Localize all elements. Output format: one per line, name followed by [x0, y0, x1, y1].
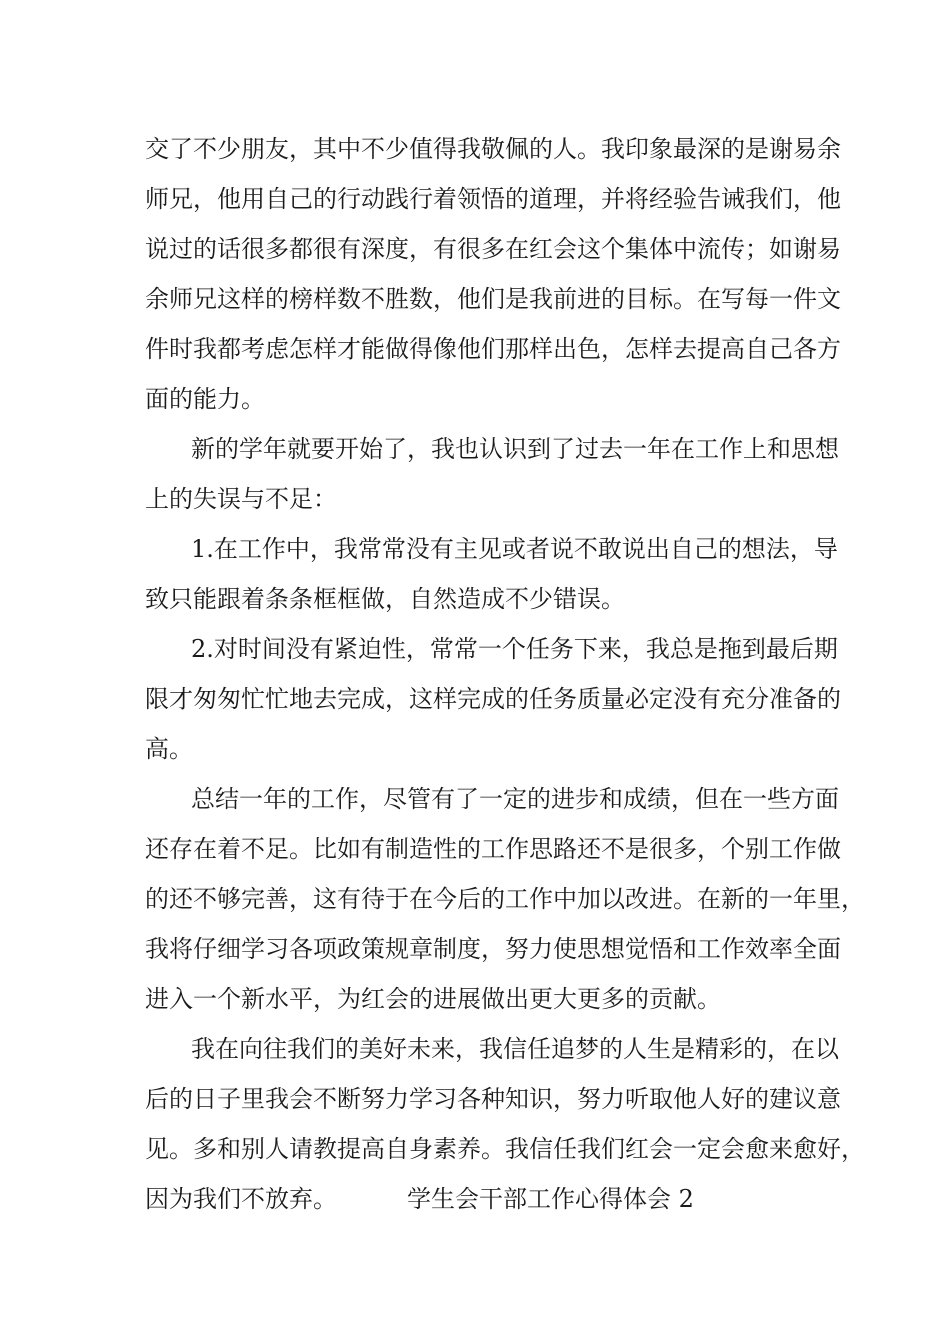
paragraph-line: 上的失误与不足：	[145, 485, 337, 513]
list-item-2-line: 高。	[145, 735, 193, 763]
paragraph-line-with-heading	[145, 1184, 694, 1214]
paragraph-line: 件时我都考虑怎样才能做得像他们那样出色，怎样去提高自己各方	[145, 335, 841, 363]
paragraph-line: 我将仔细学习各项政策规章制度，努力使思想觉悟和工作效率全面	[145, 935, 841, 963]
paragraph-line: 后的日子里我会不断努力学习各种知识，努力听取他人好的建议意	[145, 1085, 841, 1113]
paragraph-line: 因为我们不放弃。	[145, 1185, 337, 1213]
paragraph-line: 还存在着不足。比如有制造性的工作思路还不是很多，个别工作做	[145, 835, 841, 863]
paragraph-line: 总结一年的工作，尽管有了一定的进步和成绩，但在一些方面	[191, 785, 839, 813]
list-item-2-line: 限才匆匆忙忙地去完成，这样完成的任务质量必定没有充分准备的	[145, 685, 841, 713]
paragraph-line: 面的能力。	[145, 385, 265, 413]
paragraph-line: 进入一个新水平，为红会的进展做出更大更多的贡献。	[145, 985, 721, 1013]
paragraph-line: 新的学年就要开始了，我也认识到了过去一年在工作上和思想	[191, 435, 839, 463]
list-item-1-line: 1.在工作中，我常常没有主见或者说不敢说出自己的想法，导	[191, 535, 838, 563]
paragraph-line: 我在向往我们的美好未来，我信任追梦的人生是精彩的，在以	[191, 1035, 839, 1063]
paragraph-line: 见。多和别人请教提高自身素养。我信任我们红会一定会愈来愈好，	[145, 1135, 865, 1163]
list-item-2-line: 2.对时间没有紧迫性，常常一个任务下来，我总是拖到最后期	[191, 635, 838, 663]
section-heading: 学生会干部工作心得体会 2	[407, 1185, 694, 1213]
paragraph-line: 师兄，他用自己的行动践行着领悟的道理，并将经验告诫我们，他	[145, 185, 841, 213]
paragraph-line: 交了不少朋友，其中不少值得我敬佩的人。我印象最深的是谢易余	[145, 135, 841, 163]
paragraph-line: 的还不够完善，这有待于在今后的工作中加以改进。在新的一年里，	[145, 885, 865, 913]
paragraph-line: 说过的话很多都很有深度，有很多在红会这个集体中流传；如谢易	[145, 235, 841, 263]
list-item-1-line: 致只能跟着条条框框做，自然造成不少错误。	[145, 585, 625, 613]
paragraph-line: 余师兄这样的榜样数不胜数，他们是我前进的目标。在写每一件文	[145, 285, 841, 313]
